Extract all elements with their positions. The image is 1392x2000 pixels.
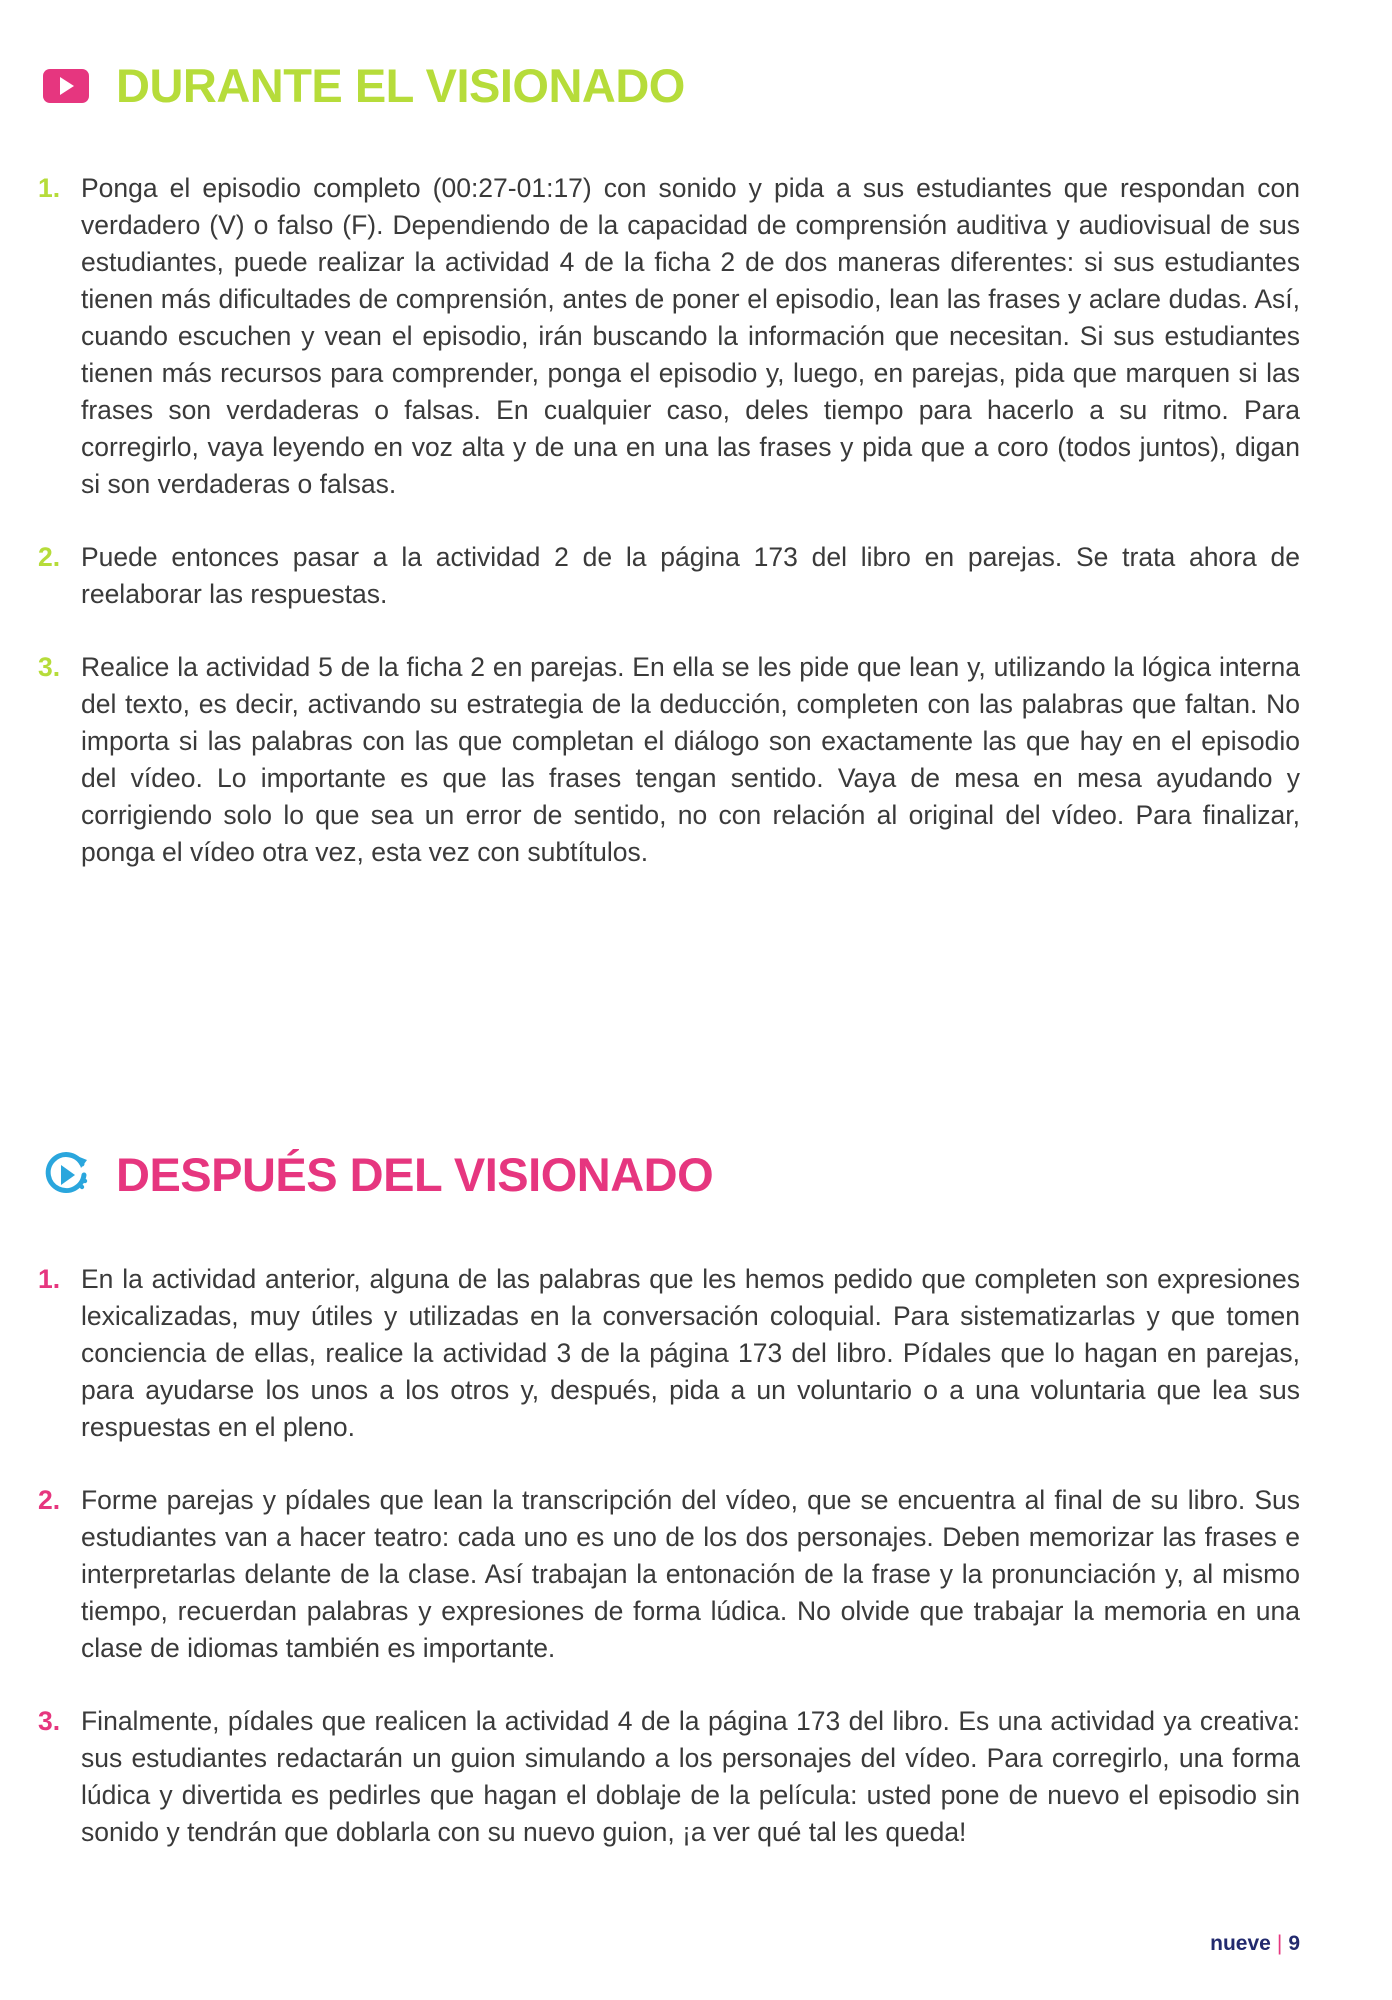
- section-header: [40, 1145, 1392, 1205]
- item-number: 3.: [38, 652, 61, 682]
- replay-icon: [40, 1149, 92, 1201]
- list-item: [0, 649, 1392, 871]
- page-word: nueve: [1210, 1932, 1271, 1955]
- item-number: 1.: [38, 173, 61, 203]
- page-number: 9: [1288, 1932, 1300, 1955]
- item-number: 1.: [38, 1264, 61, 1294]
- item-number: 3.: [38, 1706, 61, 1736]
- play-icon: [40, 60, 92, 112]
- list-item: [0, 1482, 1392, 1667]
- list-item: [0, 1261, 1392, 1446]
- section-title: DURANTE EL VISIONADO: [116, 59, 685, 112]
- section-despues-del-visionado: [0, 1145, 1392, 1851]
- section-durante-el-visionado: [0, 56, 1392, 871]
- item-number: 2.: [38, 1485, 61, 1515]
- item-text: Realice la actividad 5 de la ficha 2 en parejas. En ella se les pide que lean y, utilizando la lógica interna del texto, es decir, activando su estrategia de la deducción, completen con las palabras que faltan. No importa si las palabras con las que completan el diálogo son exactamente las que hay en el episodio del vídeo. Lo importante es que las frases tengan sentido. Vaya de mesa en mesa ayudando y corrigiendo solo lo que sea un error de sentido, no con relación al original del vídeo. Para finalizar, ponga el vídeo otra vez, esta vez con subtítulos.: [81, 652, 1300, 867]
- activity-list: [0, 170, 1392, 871]
- section-header: [40, 56, 1392, 116]
- list-item: [0, 170, 1392, 503]
- item-text: Finalmente, pídales que realicen la actividad 4 de la página 173 del libro. Es una actividad ya creativa: sus estudiantes redactarán un guion simulando a los personajes del vídeo. Para corregirlo, una forma lúdica y divertida es pedirles que hagan el doblaje de la película: usted pone de nuevo el episodio sin sonido y tendrán que doblarla con su nuevo guion, ¡a ver qué tal les queda!: [81, 1706, 1300, 1847]
- item-number: 2.: [38, 542, 61, 572]
- item-text: Ponga el episodio completo (00:27-01:17) con sonido y pida a sus estudiantes que respondan con verdadero (V) o falso (F). Dependiendo de la capacidad de comprensión auditiva y audiovisual de sus estudiantes, puede realizar la actividad 4 de la ficha 2 de dos maneras diferentes: si sus estudiantes tienen más dificultades de comprensión, antes de poner el episodio, lean las frases y aclare dudas. Así, cuando escuchen y vean el episodio, irán buscando la información que necesitan. Si sus estudiantes tienen más recursos para comprender, ponga el episodio y, luego, en parejas, pida que marquen si las frases son verdaderas o falsas. En cualquier caso, deles tiempo para hacerlo a su ritmo. Para corregirlo, vaya leyendo en voz alta y de una en una las frases y pida que a coro (todos juntos), digan si son verdaderas o falsas.: [81, 173, 1300, 499]
- activity-list: [0, 1261, 1392, 1851]
- section-title: DESPUÉS DEL VISIONADO: [116, 1148, 714, 1201]
- item-text: Forme parejas y pídales que lean la transcripción del vídeo, que se encuentra al final de su libro. Sus estudiantes van a hacer teatro: cada uno es uno de los dos personajes. Deben memorizar las frases e interpretarlas delante de la clase. Así trabajan la entonación de la frase y la pronunciación y, al mismo tiempo, recuerdan palabras y expresiones de forma lúdica. No olvide que trabajar la memoria en una clase de idiomas también es importante.: [81, 1485, 1300, 1663]
- page-footer: [1210, 1932, 1300, 1956]
- list-item: [0, 539, 1392, 613]
- list-item: [0, 1703, 1392, 1851]
- item-text: Puede entonces pasar a la actividad 2 de la página 173 del libro en parejas. Se trata ahora de reelaborar las respuestas.: [81, 542, 1300, 609]
- page-separator: |: [1276, 1932, 1283, 1955]
- item-text: En la actividad anterior, alguna de las palabras que les hemos pedido que completen son expresiones lexicalizadas, muy útiles y utilizadas en la conversación coloquial. Para sistematizarlas y que tomen conciencia de ellas, realice la actividad 3 de la página 173 del libro. Pídales que lo hagan en parejas, para ayudarse los unos a los otros y, después, pida a un voluntario o a una voluntaria que lea sus respuestas en el pleno.: [81, 1264, 1300, 1442]
